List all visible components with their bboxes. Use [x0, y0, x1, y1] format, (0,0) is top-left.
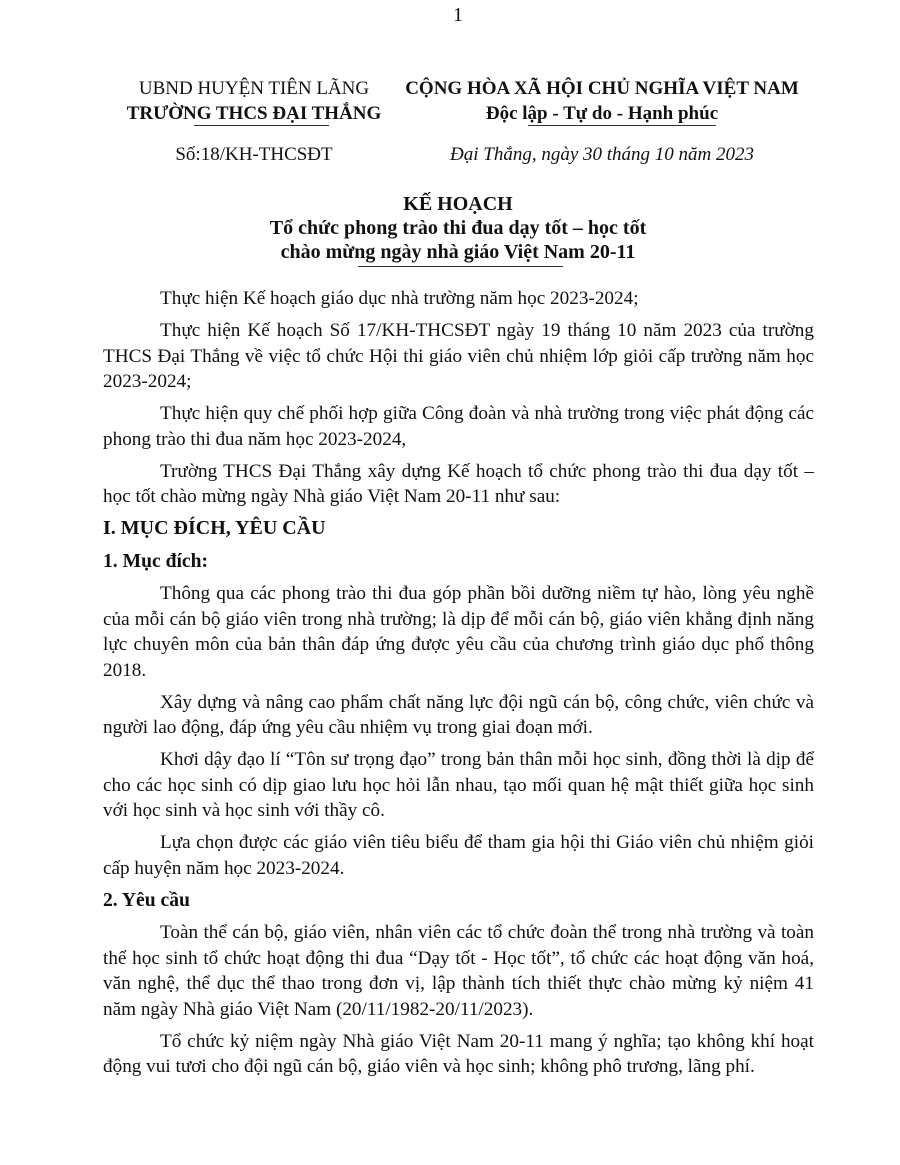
nation-name: CỘNG HÒA XÃ HỘI CHỦ NGHĨA VIỆT NAM	[405, 78, 799, 99]
purpose-paragraph: Xây dựng và nâng cao phẩm chất năng lực đội ngũ cán bộ, công chức, viên chức và người lao động, đáp ứng yêu cầu nhiệm vụ trong giai đoạn mới.	[103, 691, 814, 738]
requirements-paragraph: Toàn thể cán bộ, giáo viên, nhân viên các tổ chức đoàn thể trong nhà trường và toàn thể học sinh tổ chức hoạt động thi đua “Dạy tốt - Học tốt”, tổ chức các hoạt động văn hoá, văn nghệ, thể dục thể thao trong đơn vị, lập thành tích thiết thực chào mừng kỷ niệm 41 năm ngày Nhà giáo Việt Nam (20/11/1982-20/11/2023).	[103, 922, 814, 1020]
issuing-authority-block	[118, 76, 390, 126]
national-motto: Độc lập - Tự do - Hạnh phúc	[485, 103, 719, 124]
intro-paragraph: Thực hiện quy chế phối hợp giữa Công đoàn và nhà trường trong việc phát động các phong trào thi đua năm học 2023-2024,	[103, 403, 814, 450]
document-number: Số:18/KH-THCSĐT	[175, 144, 333, 165]
page-number: 1	[453, 4, 463, 26]
intro-paragraph: Thực hiện Kế hoạch Số 17/KH-THCSĐT ngày 19 tháng 10 năm 2023 của trường THCS Đại Thắng về việc tổ chức Hội thi giáo viên chủ nhiệm lớp giỏi cấp trường năm học 2023-2024;	[103, 320, 814, 392]
title-underline	[358, 266, 563, 267]
school-name: TRƯỜNG THCS ĐẠI THẮNG	[126, 103, 382, 124]
intro-paragraph: Trường THCS Đại Thắng xây dựng Kế hoạch tổ chức phong trào thi đua dạy tốt – học tốt chào mừng ngày Nhà giáo Việt Nam 20-11 như sau:	[103, 460, 814, 507]
title-line-2: chào mừng ngày nhà giáo Việt Nam 20-11	[280, 241, 636, 263]
document-type: KẾ HOẠCH	[403, 193, 513, 215]
document-date: Đại Thắng, ngày 30 tháng 10 năm 2023	[450, 144, 754, 165]
national-header-block	[388, 76, 816, 126]
document-body	[103, 286, 814, 1086]
subsection-heading-purpose: 1. Mục đích:	[103, 550, 209, 572]
title-line-1: Tổ chức phong trào thi đua dạy tốt – học tốt	[269, 217, 647, 239]
document-title-block	[0, 192, 900, 264]
authority-name: UBND HUYỆN TIÊN LÃNG	[138, 78, 370, 99]
section-heading: I. MỤC ĐÍCH, YÊU CẦU	[103, 517, 326, 539]
purpose-paragraph: Thông qua các phong trào thi đua góp phần bồi dưỡng niềm tự hào, lòng yêu nghề của mỗi cán bộ giáo viên trong nhà trường; là dịp để mỗi cán bộ, giáo viên khẳng định năng lực chuyên môn của bản thân đáp ứng được yêu cầu của chương trình giáo dục phổ thông 2018.	[103, 583, 814, 681]
motto-underline	[528, 125, 716, 126]
intro-paragraph: Thực hiện Kế hoạch giáo dục nhà trường năm học 2023-2024;	[160, 288, 639, 309]
requirements-paragraph: Tổ chức kỷ niệm ngày Nhà giáo Việt Nam 20-11 mang ý nghĩa; tạo không khí hoạt động vui tươi cho đội ngũ cán bộ, giáo viên và học sinh; không phô trương, lãng phí.	[103, 1030, 814, 1077]
purpose-paragraph: Lựa chọn được các giáo viên tiêu biểu để tham gia hội thi Giáo viên chủ nhiệm giỏi cấp huyện năm học 2023-2024.	[103, 832, 814, 879]
school-underline	[194, 125, 329, 126]
subsection-heading-requirements: 2. Yêu cầu	[103, 889, 190, 911]
purpose-paragraph: Khơi dậy đạo lí “Tôn sư trọng đạo” trong bản thân mỗi học sinh, đồng thời là dịp để cho các học sinh có dịp giao lưu học hỏi lẫn nhau, tạo mối quan hệ mật thiết giữa học sinh với học sinh và học sinh với thầy cô.	[103, 749, 814, 821]
